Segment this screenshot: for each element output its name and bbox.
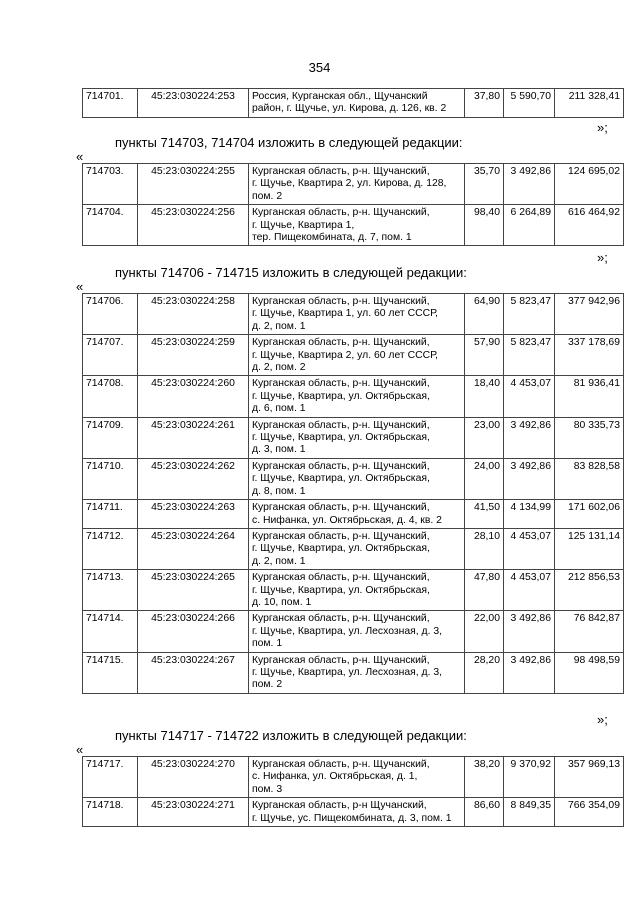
registry-table-3 <box>82 293 624 694</box>
cadastral-price: 3 492,86 <box>504 458 555 499</box>
cadastral-price: 3 492,86 <box>504 611 555 652</box>
address-line: пом. 2 <box>252 190 283 202</box>
cadastral-number: 45:23:030224:264 <box>138 528 249 569</box>
cadastral-value: 171 602,06 <box>555 500 624 529</box>
address-line: г. Щучье, Квартира 1, ул. 60 лет СССР, <box>252 308 438 320</box>
area-value: 37,80 <box>465 89 504 118</box>
address-line: Курганская область, р-н. Щучанский, <box>252 296 430 307</box>
address <box>249 652 465 693</box>
table-row <box>83 528 624 569</box>
cadastral-price: 3 492,86 <box>504 417 555 458</box>
address <box>249 205 465 246</box>
area-value: 57,90 <box>465 335 504 376</box>
area-value: 22,00 <box>465 611 504 652</box>
table-row <box>83 757 624 798</box>
address-line: г. Щучье, Квартира, ул. Октябрьская, <box>252 584 430 596</box>
address-line: г. Щучье, ус. Пищекомбината, д. 3, пом. 1 <box>252 812 452 824</box>
address-line: Россия, Курганская обл., Щучанский <box>252 91 428 102</box>
cadastral-price: 5 823,47 <box>504 294 555 335</box>
address-line: г. Щучье, Квартира, ул. Октябрьская, <box>252 390 430 402</box>
address-line: пом. 2 <box>252 679 283 691</box>
instruction-text: пункты 714706 - 714715 изложить в следующей редакции: <box>115 265 467 280</box>
cadastral-number: 45:23:030224:267 <box>138 652 249 693</box>
cadastral-number: 45:23:030224:260 <box>138 376 249 417</box>
item-number: 714711. <box>83 500 138 529</box>
cadastral-value: 766 354,09 <box>555 798 624 827</box>
item-number: 714708. <box>83 376 138 417</box>
cadastral-number: 45:23:030224:253 <box>138 89 249 118</box>
area-value: 41,50 <box>465 500 504 529</box>
table-row <box>83 417 624 458</box>
cadastral-number: 45:23:030224:262 <box>138 458 249 499</box>
address-line: Курганская область, р-н. Щучанский, <box>252 207 430 219</box>
table-row <box>83 798 624 827</box>
cadastral-price: 5 590,70 <box>504 89 555 118</box>
cadastral-number: 45:23:030224:270 <box>138 757 249 798</box>
area-value: 28,10 <box>465 528 504 569</box>
closing-quote: »; <box>597 250 608 265</box>
address-line: д. 8, пом. 1 <box>252 485 306 497</box>
cadastral-value: 124 695,02 <box>555 164 624 205</box>
item-number: 714703. <box>83 164 138 205</box>
address-line: г. Щучье, Квартира 2, ул. Кирова, д. 128, <box>252 178 447 190</box>
address <box>249 528 465 569</box>
address-line: д. 6, пом. 1 <box>252 403 306 415</box>
address-line: д. 3, пом. 1 <box>252 444 306 456</box>
closing-quote: »; <box>597 120 608 135</box>
item-number: 714704. <box>83 205 138 246</box>
address-line: д. 2, пом. 1 <box>252 320 306 332</box>
table-row <box>83 652 624 693</box>
address-line: Курганская область, р-н. Щучанский, <box>252 166 430 177</box>
address-line: с. Нифанка, ул. Октябрьская, д. 1, <box>252 771 418 783</box>
cadastral-number: 45:23:030224:266 <box>138 611 249 652</box>
page-number: 354 <box>308 60 331 75</box>
instruction-text: пункты 714717 - 714722 изложить в следующей редакции: <box>115 728 467 743</box>
item-number: 714701. <box>83 89 138 118</box>
item-number: 714714. <box>83 611 138 652</box>
cadastral-price: 4 453,07 <box>504 528 555 569</box>
address-line: пом. 3 <box>252 783 283 795</box>
cadastral-value: 83 828,58 <box>555 458 624 499</box>
table-row <box>83 164 624 205</box>
cadastral-price: 4 453,07 <box>504 570 555 611</box>
item-number: 714710. <box>83 458 138 499</box>
item-number: 714713. <box>83 570 138 611</box>
area-value: 18,40 <box>465 376 504 417</box>
cadastral-value: 76 842,87 <box>555 611 624 652</box>
address <box>249 335 465 376</box>
address-line: д. 10, пом. 1 <box>252 596 312 608</box>
registry-table-2 <box>82 163 624 246</box>
address <box>249 376 465 417</box>
cadastral-price: 4 134,99 <box>504 500 555 529</box>
area-value: 24,00 <box>465 458 504 499</box>
opening-quote: « <box>76 742 84 757</box>
opening-quote: « <box>76 279 84 294</box>
area-value: 23,00 <box>465 417 504 458</box>
item-number: 714706. <box>83 294 138 335</box>
cadastral-price: 4 453,07 <box>504 376 555 417</box>
table-row <box>83 611 624 652</box>
area-value: 64,90 <box>465 294 504 335</box>
address-line: Курганская область, р-н. Щучанский, <box>252 759 430 770</box>
address-line: Курганская область, р-н Щучанский, <box>252 800 427 812</box>
cadastral-number: 45:23:030224:258 <box>138 294 249 335</box>
address <box>249 458 465 499</box>
item-number: 714712. <box>83 528 138 569</box>
address <box>249 500 465 529</box>
area-value: 47,80 <box>465 570 504 611</box>
cadastral-number: 45:23:030224:255 <box>138 164 249 205</box>
item-number: 714718. <box>83 798 138 827</box>
cadastral-number: 45:23:030224:256 <box>138 205 249 246</box>
cadastral-value: 357 969,13 <box>555 757 624 798</box>
item-number: 714709. <box>83 417 138 458</box>
cadastral-price: 9 370,92 <box>504 757 555 798</box>
address <box>249 570 465 611</box>
item-number: 714715. <box>83 652 138 693</box>
cadastral-number: 45:23:030224:271 <box>138 798 249 827</box>
table-row <box>83 500 624 529</box>
instruction-text: пункты 714703, 714704 изложить в следующей редакции: <box>115 135 463 150</box>
address <box>249 757 465 798</box>
address-line: г. Щучье, Квартира, ул. Октябрьская, <box>252 432 430 444</box>
area-value: 35,70 <box>465 164 504 205</box>
address-line: г. Щучье, Квартира 1, <box>252 219 355 231</box>
table-row <box>83 205 624 246</box>
address-line: район, г. Щучье, ул. Кирова, д. 126, кв. 2 <box>252 103 447 115</box>
address-line: Курганская область, р-н. Щучанский, <box>252 502 430 514</box>
address-line: г. Щучье, Квартира, ул. Лесхозная, д. 3, <box>252 666 443 678</box>
cadastral-price: 8 849,35 <box>504 798 555 827</box>
table-row <box>83 570 624 611</box>
address-line: Курганская область, р-н. Щучанский, <box>252 337 430 349</box>
area-value: 28,20 <box>465 652 504 693</box>
cadastral-value: 377 942,96 <box>555 294 624 335</box>
address <box>249 417 465 458</box>
cadastral-number: 45:23:030224:259 <box>138 335 249 376</box>
address <box>249 611 465 652</box>
address-line: д. 2, пом. 2 <box>252 362 306 374</box>
cadastral-price: 3 492,86 <box>504 164 555 205</box>
address-line: Курганская область, р-н. Щучанский, <box>252 654 430 666</box>
cadastral-value: 616 464,92 <box>555 205 624 246</box>
cadastral-value: 211 328,41 <box>555 89 624 118</box>
item-number: 714707. <box>83 335 138 376</box>
address-line: Курганская область, р-н. Щучанский, <box>252 613 430 625</box>
address <box>249 164 465 205</box>
address-line: Курганская область, р-н. Щучанский, <box>252 530 430 542</box>
cadastral-value: 125 131,14 <box>555 528 624 569</box>
address-line: Курганская область, р-н. Щучанский, <box>252 460 430 472</box>
registry-table-4 <box>82 756 624 827</box>
cadastral-number: 45:23:030224:263 <box>138 500 249 529</box>
table-row <box>83 335 624 376</box>
address <box>249 294 465 335</box>
item-number: 714717. <box>83 757 138 798</box>
address-line: Курганская область, р-н. Щучанский, <box>252 572 430 584</box>
opening-quote: « <box>76 149 84 164</box>
address-line: пом. 1 <box>252 638 283 650</box>
cadastral-price: 5 823,47 <box>504 335 555 376</box>
cadastral-price: 6 264,89 <box>504 205 555 246</box>
table-row <box>83 458 624 499</box>
cadastral-number: 45:23:030224:261 <box>138 417 249 458</box>
registry-table-1 <box>82 88 624 118</box>
table-row <box>83 376 624 417</box>
table-row <box>83 89 624 118</box>
closing-quote: »; <box>597 712 608 727</box>
cadastral-value: 80 335,73 <box>555 417 624 458</box>
address-line: Курганская область, р-н. Щучанский, <box>252 419 430 431</box>
address-line: Курганская область, р-н. Щучанский, <box>252 378 430 390</box>
address-line: г. Щучье, Квартира 2, ул. 60 лет СССР, <box>252 349 438 361</box>
address-line: г. Щучье, Квартира, ул. Лесхозная, д. 3, <box>252 625 443 637</box>
area-value: 86,60 <box>465 798 504 827</box>
cadastral-number: 45:23:030224:265 <box>138 570 249 611</box>
address <box>249 798 465 827</box>
area-value: 38,20 <box>465 757 504 798</box>
address-line: г. Щучье, Квартира, ул. Октябрьская, <box>252 543 430 555</box>
address-line: д. 2, пом. 1 <box>252 555 306 567</box>
cadastral-price: 3 492,86 <box>504 652 555 693</box>
cadastral-value: 81 936,41 <box>555 376 624 417</box>
cadastral-value: 337 178,69 <box>555 335 624 376</box>
address-line: г. Щучье, Квартира, ул. Октябрьская, <box>252 473 430 485</box>
address <box>249 89 465 118</box>
address-line: тер. Пищекомбината, д. 7, пом. 1 <box>252 232 412 244</box>
cadastral-value: 212 856,53 <box>555 570 624 611</box>
cadastral-value: 98 498,59 <box>555 652 624 693</box>
address-line: с. Нифанка, ул. Октябрьская, д. 4, кв. 2 <box>252 514 442 526</box>
table-row <box>83 294 624 335</box>
area-value: 98,40 <box>465 205 504 246</box>
